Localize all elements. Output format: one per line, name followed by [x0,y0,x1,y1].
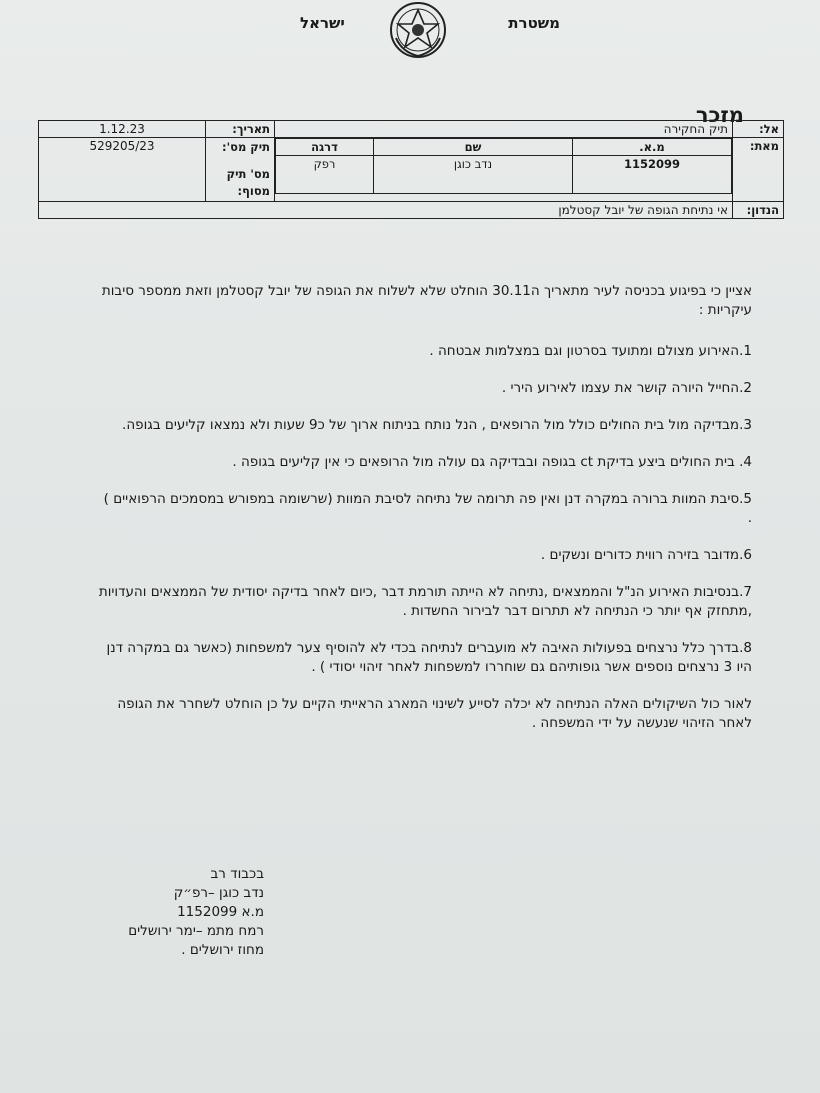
sender-id: 1152099 [573,156,732,194]
intro-paragraph: אציין כי בפיגוע בכניסה לעיר מתאריך ה30.11 הוחלט שלא לשלוח את הגופה של יובל קסטלמן וזאת ממספר סיבות עיקריות : [101,283,752,318]
reason-item-4: 4. בית החולים ביצע בדיקת ct בגופה ובבדיקה גם עולה מול הרופאים כי אין קליעים בגופה . [232,454,752,470]
memo-title: מזכר [695,103,744,127]
memo-body [97,282,752,733]
case-labels [206,138,275,202]
signature-line: בכבוד רב [210,866,264,882]
signature-line: מ.א 1152099 [177,904,264,920]
case-value: 529205/23 [39,138,206,202]
to-label: אל: [733,121,784,138]
reason-item-7: 7.בנסיבות האירוע הנ"ל והממצאים ,נתיחה לא הייתה תורמת דבר ,כיום לאחר בדיקה יסודית של הממצאים והעדויות ,מתחזק אף יותר כי הנתיחה לא תתרום דבר לבירור החשדות . [98,584,752,619]
col-name-header: שם [374,139,573,156]
from-label: מאת: [733,138,784,202]
letterhead-org-right: משטרת [508,14,560,32]
reason-item-1: 1.האירוע מצולם ומתועד בסרטון וגם במצלמות אבטחה . [429,343,752,359]
letterhead-org-left: ישראל [300,14,345,32]
sender-name: נדב כוגן [374,156,573,194]
sender-table [275,138,732,194]
signature-line: מחוז ירושלים . [181,942,264,958]
reason-item-3: 3.מבדיקה מול בית החולים כולל מול הרופאים , הנל נותח בניתוח ארוך של כ9 שעות ולא נמצאו קליעים בגופה. [122,417,752,433]
signature-line: נדב כוגן –רפ״ק [173,885,264,901]
signature-block [44,865,264,960]
file-label: מס' תיק מסוף: [226,167,270,198]
col-id-header: מ.א. [573,139,732,156]
memo-header-form [38,120,784,219]
date-label: תאריך: [206,121,275,138]
to-value: תיק החקירה [275,121,733,138]
from-cell [275,138,733,202]
subject-label: הנדון: [733,202,784,219]
date-value: 1.12.23 [39,121,206,138]
reason-item-5: 5.סיבת המוות ברורה במקרה דנן ואין פה תרומה של נתיחה לסיבת המוות (שרשומה במפורש במסמכים הרפואיים ) . [103,491,752,526]
reason-item-8: 8.בדרך כלל נרצחים בפעולות האיבה לא מועברים לנתיחה בכדי לא להוסיף צער למשפחות (כאשר גם במקרה דנן היו 3 נרצחים נוספים אשר גופותיהם גם שוחררו למשפחות לאחר זיהוי יסודי ) . [106,640,752,675]
case-label: תיק מס': [222,140,270,154]
col-rank-header: דרגה [276,139,374,156]
closing-paragraph: לאור כול השיקולים האלה הנתיחה לא יכלה לסייע לשינוי המארג הראייתי הקיים על כן הוחלט לשחרר את הגופה לאחר הזיהוי שנעשה על ידי המשפחה . [117,696,752,731]
reason-item-2: 2.החייל היורה קושר את עצמו לאירוע הירי . [501,380,752,396]
police-emblem-icon [388,0,448,60]
signature-line: רמח מתמ –ימר ירושלים [128,923,264,939]
sender-rank: רפק [276,156,374,194]
letterhead [300,0,560,62]
subject-value: אי נתיחת הגופה של יובל קסטלמן [39,202,733,219]
reason-item-6: 6.מדובר בזירה רווית כדורים ונשקים . [540,547,752,563]
